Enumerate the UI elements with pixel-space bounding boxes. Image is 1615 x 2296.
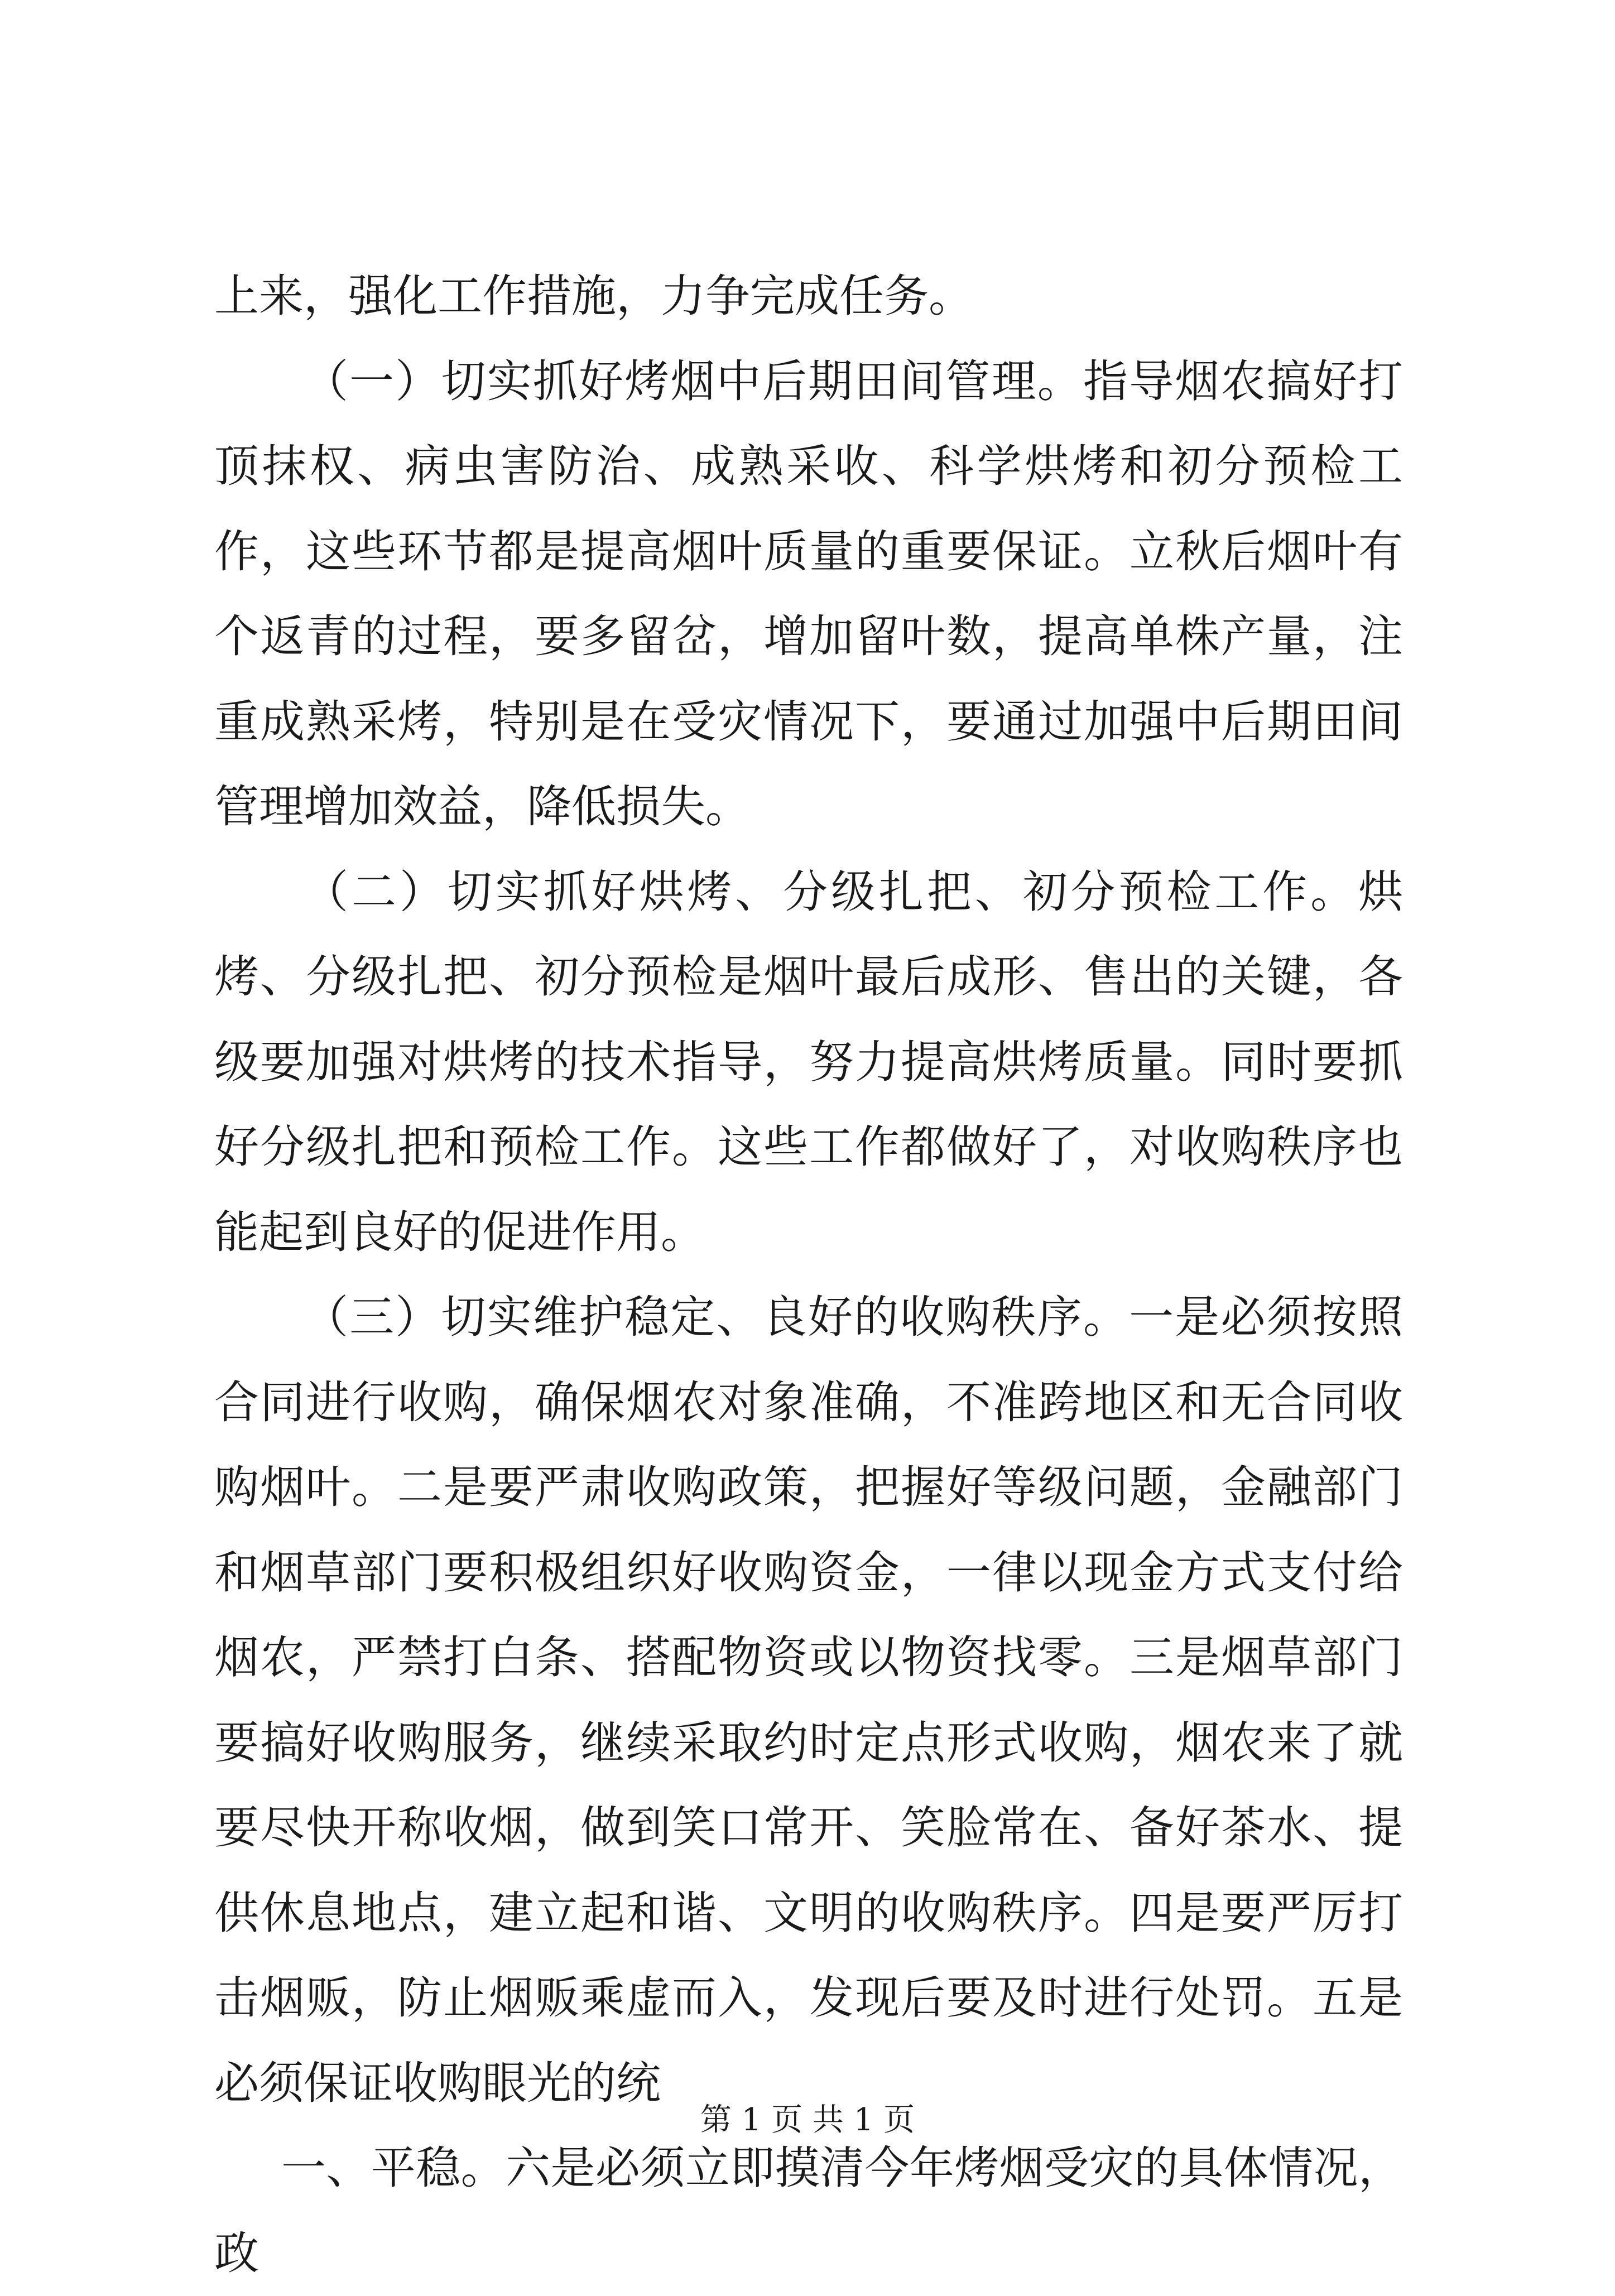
paragraph-trailing: 一、平稳。六是必须立即摸清今年烤烟受灾的具体情况，政 (214, 2142, 1403, 2279)
document-body (214, 254, 1403, 2296)
paragraph-section-two: （二）切实抓好烘烤、分级扎把、初分预检工作。烘烤、分级扎把、初分预检是烟叶最后成形、售出的关键，各级要加强对烘烤的技术指导，努力提高烘烤质量。同时要抓好分级扎把和预检工作。这些工作都做好了，对收购秩序也能起到良好的促进作用。 (214, 865, 1403, 1258)
paragraph-section-one: （一）切实抓好烤烟中后期田间管理。指导烟农搞好打顶抹权、病虫害防治、成熟采收、科学烘烤和初分预检工作，这些环节都是提高烟叶质量的重要保证。立秋后烟叶有个返青的过程，要多留岔，增加留叶数，提高单株产量，注重成熟采烤，特别是在受灾情况下，要通过加强中后期田间管理增加效益，降低损失。 (214, 355, 1403, 832)
paragraph-continuation: 上来，强化工作措施，力争完成任务。 (214, 270, 973, 322)
paragraph-section-three: （三）切实维护稳定、良好的收购秩序。一是必须按照合同进行收购，确保烟农对象准确，不准跨地区和无合同收购烟叶。二是要严肃收购政策，把握好等级问题，金融部门和烟草部门要积极组织好收购资金，一律以现金方式支付给烟农，严禁打白条、搭配物资或以物资找零。三是烟草部门要搞好收购服务，继续采取约时定点形式收购，烟农来了就要尽快开称收烟，做到笑口常开、笑脸常在、备好茶水、提供休息地点，建立起和谐、文明的收购秩序。四是要严厉打击烟贩，防止烟贩乘虚而入，发现后要及时进行处罚。五是必须保证收购眼光的统 (214, 1291, 1403, 2109)
page-footer: 第 1 页 共 1 页 (700, 2102, 915, 2138)
